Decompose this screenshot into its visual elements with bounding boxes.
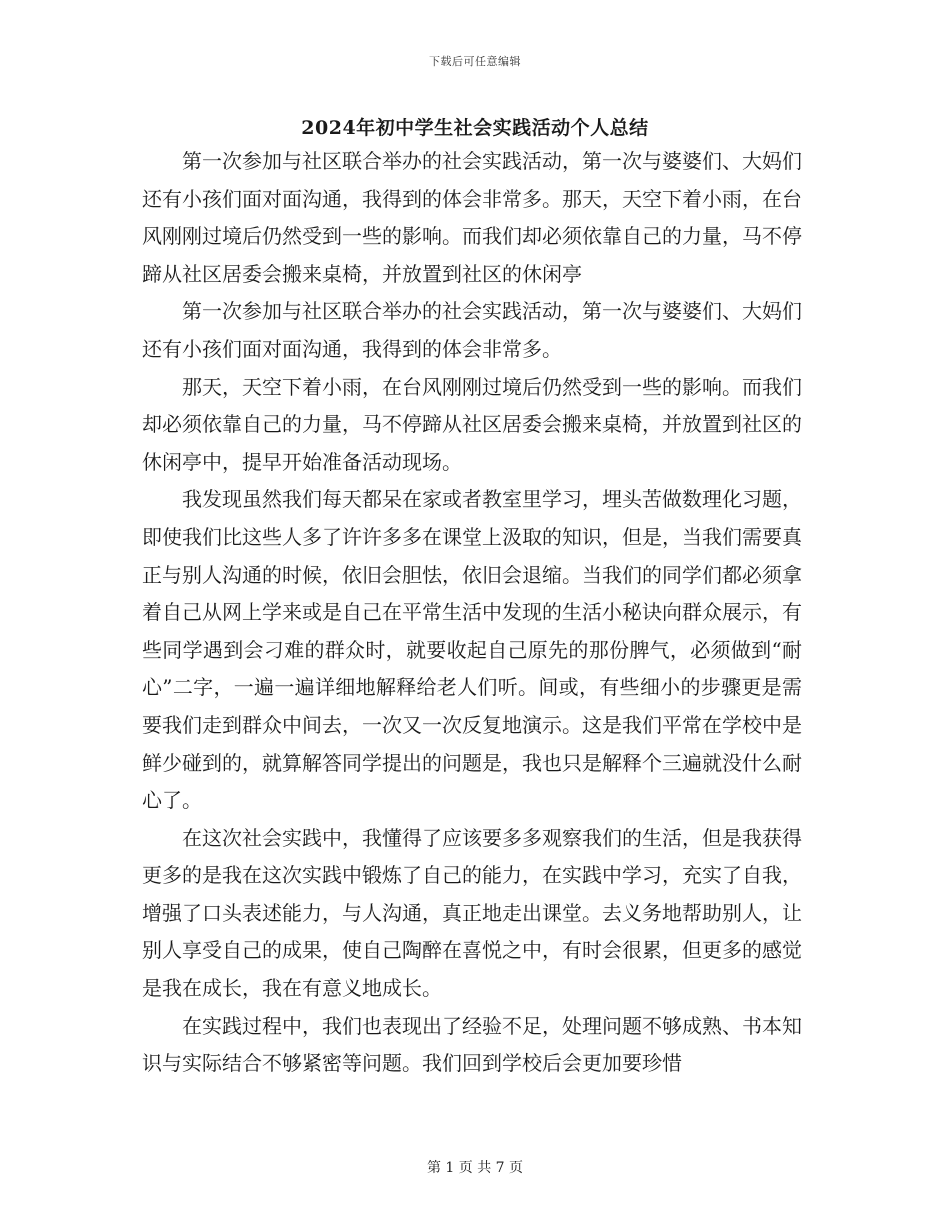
paragraph: 在实践过程中，我们也表现出了经验不足，处理问题不够成熟、书本知识与实际结合不够紧密等问题。我们回到学校后会更加要珍惜	[142, 1013, 802, 1076]
paragraph: 我发现虽然我们每天都呆在家或者教室里学习，埋头苦做数理化习题，即使我们比这些人多了许许多多在课堂上汲取的知识，但是，当我们需要真正与别人沟通的时候，依旧会胆怯，依旧会退缩。当我们的同学们都必须拿着自己从网上学来或是自己在平常生活中发现的生活小秘诀向群众展示，有些同学遇到会刁难的群众时，就要收起自己原先的那份脾气，必须做到“耐心”二字，一遍一遍详细地解释给老人们听。间或，有些细小的步骤更是需要我们走到群众中间去，一次又一次反复地演示。这是我们平常在学校中是鲜少碰到的，就算解答同学提出的问题是，我也只是解释个三遍就没什么耐心了。	[142, 487, 802, 813]
document-title: 2024年初中学生社会实践活动个人总结	[301, 117, 649, 139]
paragraph: 在这次社会实践中，我懂得了应该要多多观察我们的生活，但是我获得更多的是我在这次实践中锻炼了自己的能力，在实践中学习，充实了自我，增强了口头表述能力，与人沟通，真正地走出课堂。去义务地帮助别人，让别人享受自己的成果，使自己陶醉在喜悦之中，有时会很累，但更多的感觉是我在成长，我在有意义地成长。	[142, 825, 802, 1001]
paragraph: 那天，天空下着小雨，在台风刚刚过境后仍然受到一些的影响。而我们却必须依靠自己的力量，马不停蹄从社区居委会搬来桌椅，并放置到社区的休闲亭中，提早开始准备活动现场。	[142, 374, 802, 474]
paragraph: 第一次参加与社区联合举办的社会实践活动，第一次与婆婆们、大妈们还有小孩们面对面沟通，我得到的体会非常多。	[142, 299, 802, 361]
document-body	[142, 143, 802, 1083]
paragraph: 第一次参加与社区联合举办的社会实践活动，第一次与婆婆们、大妈们还有小孩们面对面沟通，我得到的体会非常多。那天，天空下着小雨，在台风刚刚过境后仍然受到一些的影响。而我们却必须依靠自己的力量，马不停蹄从社区居委会搬来桌椅，并放置到社区的休闲亭	[142, 149, 802, 286]
page-number: 第 1 页 共 7 页	[426, 1160, 524, 1176]
header-note: 下载后可任意编辑	[429, 55, 521, 68]
